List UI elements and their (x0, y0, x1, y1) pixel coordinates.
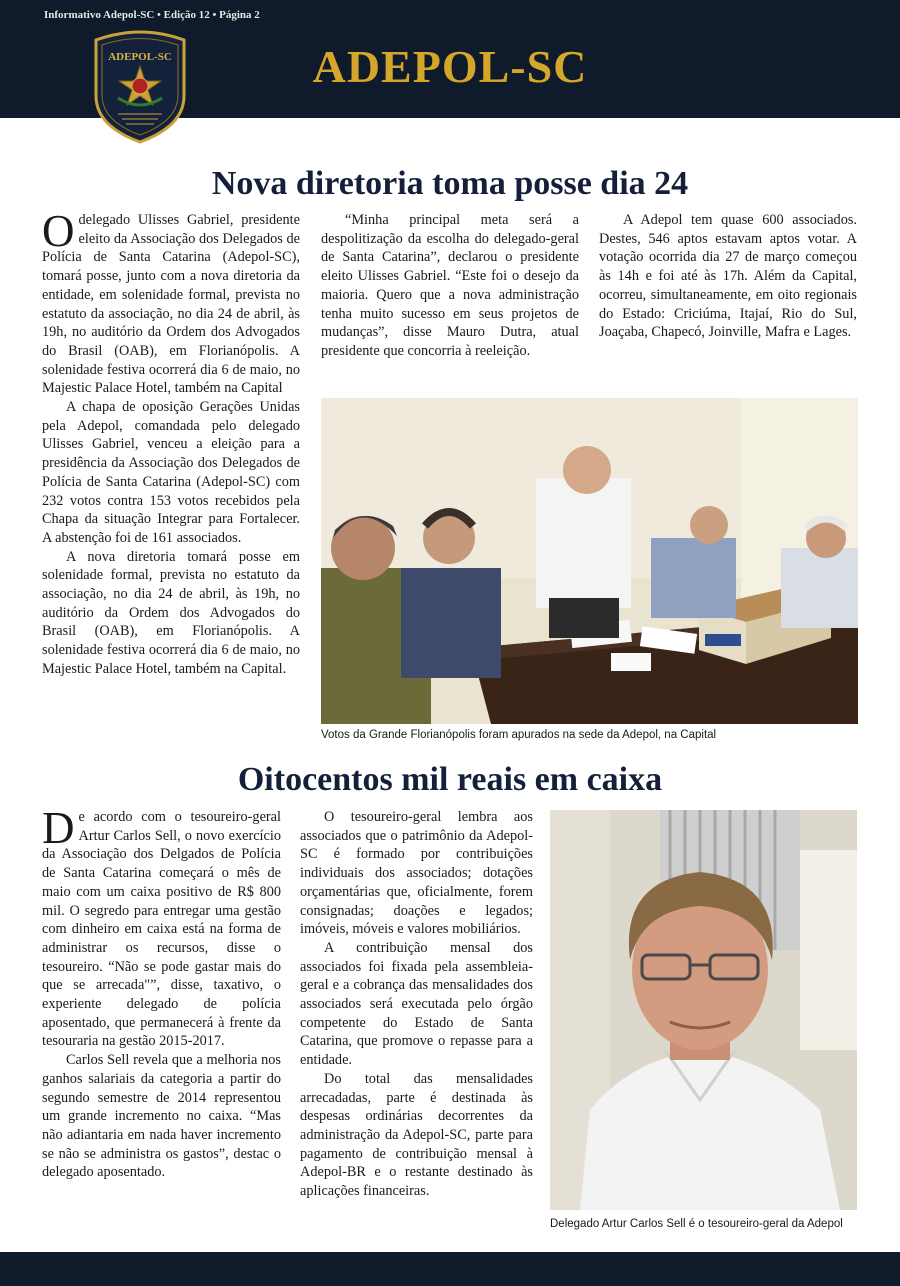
article1-dropcap: O (42, 206, 75, 256)
masthead-title: ADEPOL-SC (312, 41, 588, 92)
article1-paragraph: delegado Ulisses Gabriel, presidente eleito da Associação dos Delegados de Polícia de Santa Catarina (Adepol-SC), tomará posse, junto com a nova diretoria da entidade, em solenidade formal, prevista no estatuto da associação, no dia 24 de abril, às 19h, no auditório da Ordem dos Advogados do Brasil (OAB), em Florianópolis. A solenidade festiva ocorrerá dia 6 de maio, no Majestic Palace Hotel, também na Capital (42, 212, 300, 397)
article1-paragraph: A chapa de oposição Gerações Unidas pela Adepol, comandada pelo delegado Ulisses Gabriel, venceu a eleição para a presidência da Associação dos Delegados de Polícia de Santa Catarina (Adepol-SC) com 232 votos contra 153 votos recebidos pela Chapa da situação Integrar para Fortalecer. A abstenção foi de 161 associados. (42, 399, 300, 546)
portrait-caption: Delegado Artur Carlos Sell é o tesoureiro-geral da Adepol (550, 1218, 843, 1230)
article2-paragraph: e acordo com o tesoureiro-geral Artur Carlos Sell, o novo exercício da Associação dos Delgados de Polícia de Santa Catarina começará o mês de maio com um caixa positivo de R$ 800 mil. O segredo para entregar uma gestão com dinheiro em caixa está na forma de administrar os recursos, disse o tesoureiro. “Não se pode gastar mais do que se arrecada"”, disse, taxativo, o experiente delegado de polícia aposentado, que permanecerá à frente da tesouraria na gestão 2015-2017. (42, 809, 281, 1050)
vote-counting-photo (321, 398, 858, 724)
article2-column-2 (300, 808, 533, 1201)
article2-column-1 (42, 803, 281, 1182)
article2-dropcap: D (42, 803, 75, 853)
article2-paragraph: Carlos Sell revela que a melhoria nos ganhos salariais da categoria a partir do segundo semestre de 2014 representou um grande incremento no caixa. “Mas não adiantaria em nada haver incremento se não se administra os gastos”, destac o delegado aposentado. (42, 1052, 281, 1181)
footer-bar (0, 1252, 900, 1286)
article1-column-1 (42, 206, 300, 679)
article1-column-2 (321, 211, 579, 361)
svg-text:ADEPOL-SC: ADEPOL-SC (108, 51, 172, 63)
article2-paragraph: Do total das mensalidades arrecadadas, parte é destinada às despesas ordinárias decorrentes da administração da Adepol-SC, parte para pagamento de contribuição mensal à Adepol-BR e o restante destinado às aplicações financeiras. (300, 1070, 533, 1200)
article2-headline: Oitocentos mil reais em caixa (237, 761, 663, 798)
article1-headline: Nova diretoria toma posse dia 24 (211, 165, 689, 202)
treasurer-portrait-photo (550, 810, 857, 1210)
footer-issue-info: Informativo Adepol-SC • Edição 12 • Página 2 (44, 9, 260, 21)
article1-paragraph: “Minha principal meta será a despolitização da escolha do delegado-geral de Santa Catarina”, declarou o presidente eleito Ulisses Gabriel. “Este foi o desejo da maioria. Quero que a nova administração tenha muito sucesso em seus projetos de mudanças”, disse Mauro Dutra, atual presidente que concorria à reeleição. (321, 212, 579, 359)
article1-column-3 (599, 211, 857, 342)
article1-paragraph: A Adepol tem quase 600 associados. Destes, 546 aptos estavam aptos votar. A votação ocorrida dia 27 de março começou às 14h e foi até às 17h. Além da Capital, ocorreu, simultaneamente, em oito regionais do Estado: Criciúma, Itajaí, Rio do Sul, Joaçaba, Chapecó, Joinville, Mafra e Lages. (599, 212, 857, 341)
article1-paragraph: A nova diretoria tomará posse em solenidade formal, prevista no estatuto da associação, no dia 24 de abril, às 19h, no auditório da Ordem dos Advogados do Brasil (OAB), em Florianópolis. A solenidade festiva ocorrerá dia 6 de maio, no Majestic Palace Hotel, também na Capital. (42, 548, 300, 677)
article2-paragraph: O tesoureiro-geral lembra aos associados que o patrimônio da Adepol-SC é formado por contribuições individuais dos associados; dotações orçamentárias que, oficialmente, forem consignadas; doações e legados; imóveis, móveis e valores mobiliários. (300, 809, 533, 938)
photo-caption: Votos da Grande Florianópolis foram apurados na sede da Adepol, na Capital (321, 729, 717, 741)
article2-paragraph: A contribuição mensal dos associados foi fixada pela assembleia-geral e a cobrança das mensalidades dos associados será executada pelo órgão competente do Estado de Santa Catarina, que promove o repasse para a entidade. (300, 939, 533, 1069)
